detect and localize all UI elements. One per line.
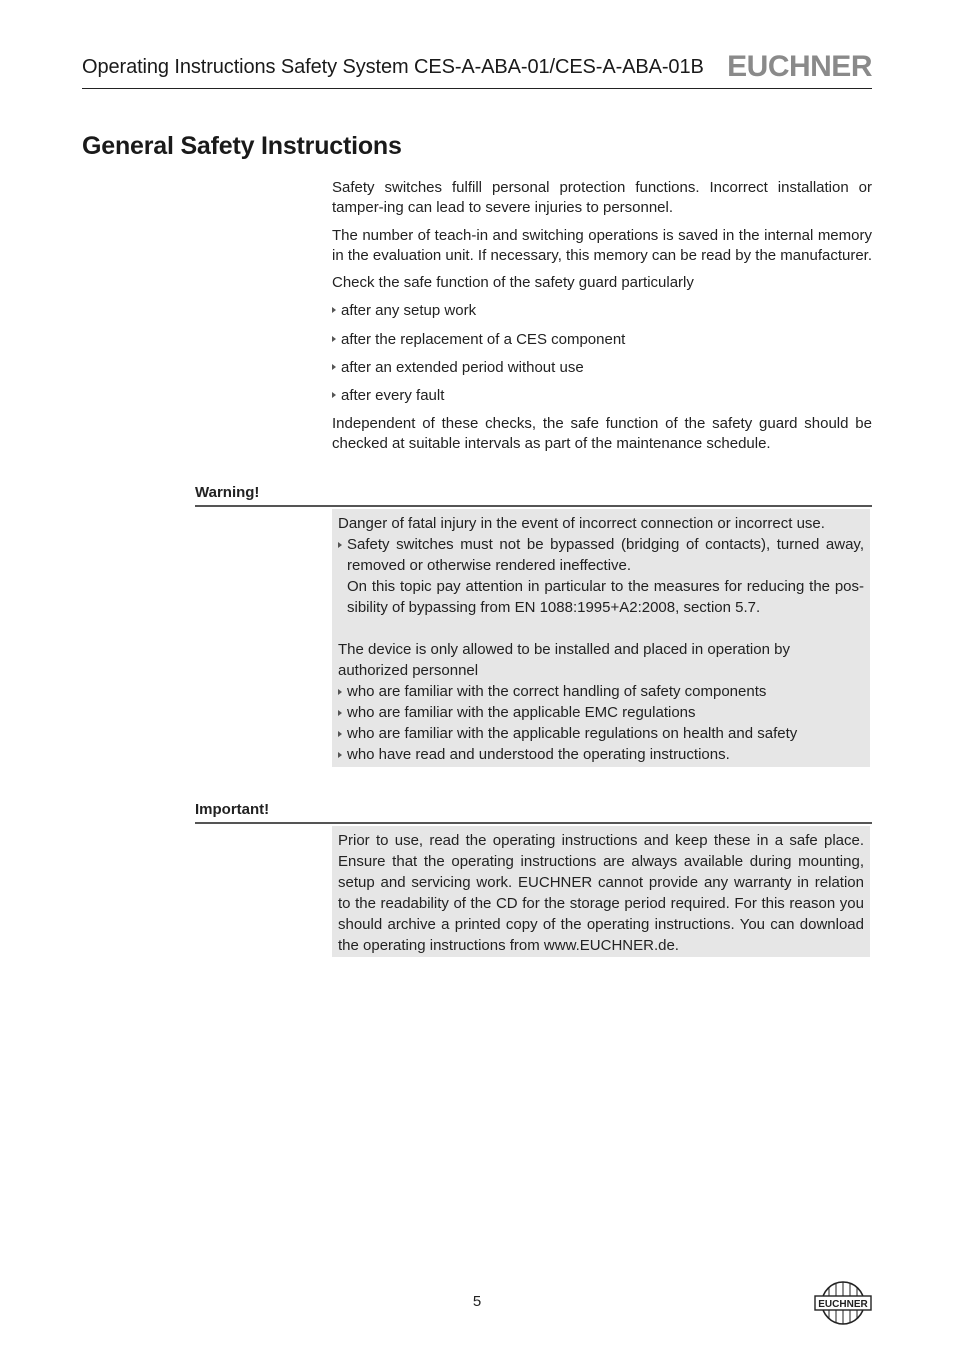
warning-intro: Danger of fatal injury in the event of incorrect connection or incorrect use. — [338, 515, 825, 532]
logo-text: EUCHNER — [818, 1299, 868, 1310]
bullet-arrow-icon — [332, 364, 336, 370]
bullet-arrow-icon — [332, 336, 336, 342]
list-item: who have read and understood the operating instructions. — [338, 744, 864, 765]
bullet-arrow-icon — [338, 542, 342, 548]
section-title: General Safety Instructions — [82, 132, 402, 160]
list-item: after any setup work — [332, 301, 476, 321]
important-text: Prior to use, read the operating instructions and keep these in a safe place. Ensure that the operating instructions are always available during mounting, setup and servicing work. EUCHNER cannot provide any warranty in relation to the readability of the CD for the storage period required. For this reason you should archive a printed copy of the operating instructions. You can download the operating instructions from www.EUCHNER.de. — [338, 832, 864, 954]
list-item: who are familiar with the applicable regulations on health and safety — [338, 723, 864, 744]
intro-paragraph-2: The number of teach-in and switching operations is saved in the internal memory in the evaluation unit. If necessary, this memory can be read by the manufacturer. — [332, 227, 873, 264]
intro-paragraph-1: Safety switches fulfill personal protection functions. Incorrect installation or tamper-ing can lead to severe injuries to personnel. — [332, 179, 872, 216]
bullet-arrow-icon — [338, 752, 342, 758]
page-header — [82, 50, 872, 89]
euchner-seal-logo — [814, 1280, 872, 1326]
list-item: after every fault — [332, 386, 444, 406]
bullet-arrow-icon — [332, 307, 336, 313]
brand-logo: EUCHNER — [727, 50, 872, 83]
bullet-arrow-icon — [338, 689, 342, 695]
intro-paragraph-3: Check the safe function of the safety guard particularly — [332, 274, 694, 291]
list-item: after the replacement of a CES component — [332, 330, 625, 350]
bullet-arrow-icon — [332, 392, 336, 398]
warning-bullet-continuation: On this topic pay attention in particular to the measures for reducing the pos-sibility of bypassing from EN 1088:1995+A2:2008, section 5.7. — [347, 578, 864, 616]
important-label: Important! — [195, 801, 872, 824]
document-title: Operating Instructions Safety System CES-A-ABA-01/CES-A-ABA-01B — [82, 56, 704, 78]
important-box — [332, 826, 870, 957]
warning-bullet: Safety switches must not be bypassed (bridging of contacts), turned away, removed or otherwise rendered ineffective. — [338, 534, 864, 576]
warning-label: Warning! — [195, 484, 872, 507]
list-item: who are familiar with the correct handling of safety components — [338, 681, 864, 702]
intro-paragraph-4: Independent of these checks, the safe function of the safety guard should be checked at suitable intervals as part of the maintenance schedule. — [332, 415, 872, 452]
warning-box — [332, 509, 870, 767]
bullet-arrow-icon — [338, 710, 342, 716]
bullet-arrow-icon — [338, 731, 342, 737]
list-item: who are familiar with the applicable EMC regulations — [338, 702, 864, 723]
warning-personnel-text: The device is only allowed to be installed and placed in operation by authorized personnel — [338, 641, 790, 679]
page-number: 5 — [472, 1293, 482, 1310]
list-item: after an extended period without use — [332, 358, 584, 378]
